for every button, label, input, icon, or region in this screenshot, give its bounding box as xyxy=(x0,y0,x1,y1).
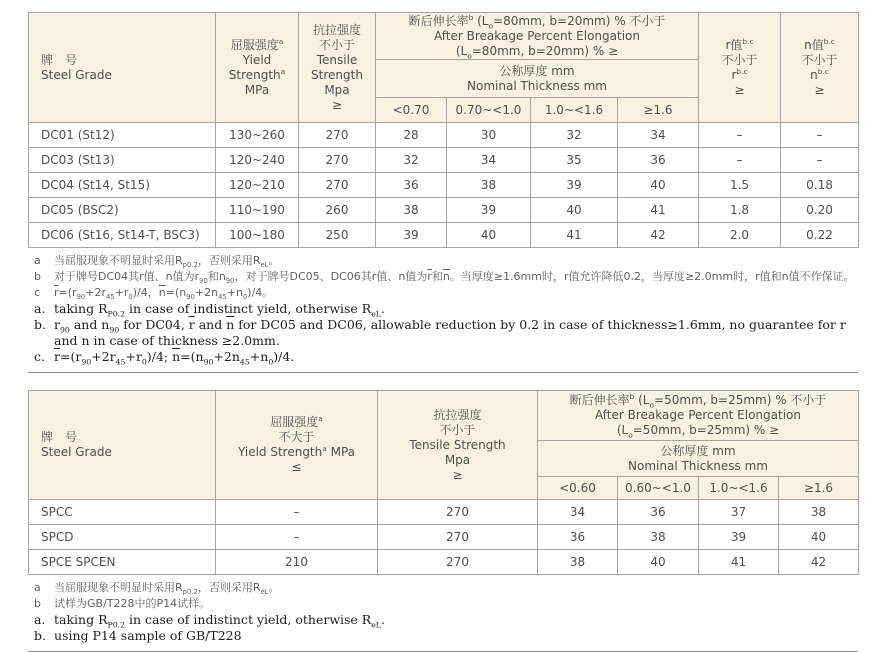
table-row xyxy=(29,550,859,575)
steel-grade-header-cn: 牌 号 xyxy=(41,52,78,67)
footnote-text: $\overline{r}=(r_{90}+2r_{45}+r_0)/4$; $\overline{n}=(n_{90}+2n_{45}+n_0)/4$. xyxy=(54,349,295,367)
value-cell: 39 xyxy=(531,173,618,198)
thickness-col-header: ≥1.6 xyxy=(618,98,699,123)
value-cell: 38 xyxy=(447,173,531,198)
footnote-label: a xyxy=(34,254,41,267)
grade-cell: SPCD xyxy=(29,525,216,550)
thickness-header-cn: 公称厚度 mm xyxy=(499,63,575,78)
footnote xyxy=(28,285,858,301)
yield-header-line: Strength$^a$ xyxy=(228,66,286,82)
value-cell: 41 xyxy=(699,550,779,575)
section-divider xyxy=(28,372,858,373)
value-cell: 28 xyxy=(376,123,447,148)
thickness-col-header: <0.60 xyxy=(538,477,618,500)
value-cell: 37 xyxy=(699,500,779,525)
elongation-header xyxy=(538,391,859,441)
table-row xyxy=(29,148,859,173)
tensile-header-line: 抗拉强度 xyxy=(312,22,361,37)
value-cell: 0.18 xyxy=(781,173,859,198)
yield-header-line: 不大于 xyxy=(278,430,315,444)
value-cell: 250 xyxy=(299,223,376,248)
footnote xyxy=(28,301,858,317)
n-header-line: 不小于 xyxy=(801,52,838,67)
elongation-header-line: 断后伸长率$^b$ ($L_o=80mm$, b=20mm) % 不小于 xyxy=(408,12,666,30)
thickness-col-header: <0.70 xyxy=(376,98,447,123)
value-cell: 120~240 xyxy=(216,148,299,173)
value-cell: 36 xyxy=(618,148,699,173)
thickness-col-header: ≥1.6 xyxy=(779,477,859,500)
footnote-label: b xyxy=(34,270,41,283)
grade-cell: DC06 (St16, St14-T, BSC3) xyxy=(29,223,216,248)
value-cell: 42 xyxy=(618,223,699,248)
nominal-thickness-header xyxy=(376,60,699,98)
value-cell: 270 xyxy=(378,500,538,525)
value-cell: 270 xyxy=(299,173,376,198)
footnote-text: taking $R_{P0.2}$ in case of indistinct yield, otherwise $R_{eL}$. xyxy=(54,301,385,319)
thickness-header-cn: 公称厚度 mm xyxy=(660,443,736,458)
value-cell: 32 xyxy=(531,123,618,148)
table-2-header xyxy=(29,391,859,500)
footnote-label: b. xyxy=(34,628,46,643)
value-cell: 39 xyxy=(699,525,779,550)
r-header-line: r值$^{b.c}$ xyxy=(725,36,754,52)
value-cell: 270 xyxy=(299,148,376,173)
elongation-header-line: ($L_o=80mm$, b=20mm) % ≥ xyxy=(455,43,619,60)
thickness-header-en: Nominal Thickness mm xyxy=(628,458,768,473)
value-cell: 1.5 xyxy=(699,173,781,198)
value-cell: 40 xyxy=(531,198,618,223)
yield-header-line: ≤ xyxy=(291,460,302,474)
value-cell: 260 xyxy=(299,198,376,223)
value-cell: 36 xyxy=(538,525,618,550)
r-header-line: 不小于 xyxy=(721,52,758,67)
footnote-label: c. xyxy=(34,349,45,364)
tensile-header-line: Tensile Strength xyxy=(409,437,506,452)
footnote-label: b xyxy=(34,597,41,610)
header-row-1 xyxy=(29,391,859,441)
value-cell: – xyxy=(781,123,859,148)
elongation-header-line: 断后伸长率$^b$ ($L_o=50mm$, b=25mm) % 不小于 xyxy=(569,392,827,410)
footnote xyxy=(28,349,858,365)
tensile-header-line: ≥ xyxy=(452,467,463,482)
value-cell: 36 xyxy=(376,173,447,198)
value-cell: 270 xyxy=(378,525,538,550)
value-cell: 40 xyxy=(779,525,859,550)
tensile-header-line: 抗拉强度 xyxy=(433,407,482,422)
footnote xyxy=(28,612,858,628)
tensile-header-line: Tensile xyxy=(316,52,358,67)
elongation-header-line: After Breakage Percent Elongation xyxy=(434,28,640,43)
n-header-line: ≥ xyxy=(814,82,825,97)
footnote-label: b. xyxy=(34,317,46,332)
footnote-text: $r_{90}$ and $n_{90}$ for DC04, $\overline{r}$ and $\overline{n}$ for DC05 and DC06, allowable reduction by 0.2 in case of thickness≥1.6mm, no guarantee for r and n in case of thickness ≥2.0mm. xyxy=(54,317,846,348)
value-cell: 38 xyxy=(376,198,447,223)
value-cell: 34 xyxy=(618,123,699,148)
table-1-header xyxy=(29,13,859,123)
value-cell: 42 xyxy=(779,550,859,575)
value-cell: 30 xyxy=(447,123,531,148)
tensile-header-line: 不小于 xyxy=(439,422,476,437)
table-1-footnotes xyxy=(28,253,858,365)
steel-grade-header-cn: 牌 号 xyxy=(41,430,78,444)
yield-header-line: 屈服强度$^a$ xyxy=(230,36,284,52)
value-cell: 120~210 xyxy=(216,173,299,198)
footnote-text: 试样为GB/T228中的P14试样。 xyxy=(54,597,211,610)
footnote xyxy=(28,580,858,596)
value-cell: – xyxy=(699,148,781,173)
value-cell: 270 xyxy=(299,123,376,148)
steel-grade-header xyxy=(29,391,216,500)
grade-cell: DC05 (BSC2) xyxy=(29,198,216,223)
footnote xyxy=(28,269,858,285)
grade-cell: SPCE SPCEN xyxy=(29,550,216,575)
footnote-label: a. xyxy=(34,612,46,627)
value-cell: 40 xyxy=(447,223,531,248)
value-cell: 0.20 xyxy=(781,198,859,223)
yield-strength-header xyxy=(216,391,378,500)
table-row xyxy=(29,198,859,223)
n-value-header xyxy=(781,13,859,123)
table-row xyxy=(29,123,859,148)
footnote xyxy=(28,596,858,612)
steel-grade-header-en: Steel Grade xyxy=(41,445,112,459)
grade-cell: DC03 (St13) xyxy=(29,148,216,173)
footnote-label: a. xyxy=(34,301,46,316)
table-2-body xyxy=(29,500,859,575)
value-cell: – xyxy=(216,525,378,550)
n-header-line: $n^{b.c}$ xyxy=(810,66,829,82)
tensile-strength-header xyxy=(299,13,376,123)
value-cell: 110~190 xyxy=(216,198,299,223)
footnote-text: 当屈服现象不明显时采用$R_{p0.2}$，否则采用$R_{eL}$。 xyxy=(54,581,280,597)
footnote xyxy=(28,253,858,269)
r-header-line: $r^{b.c}$ xyxy=(731,66,748,82)
yield-header-line: Yield xyxy=(242,52,272,67)
footnote-text: using P14 sample of GB/T228 xyxy=(54,628,242,643)
footnote-label: c xyxy=(34,286,41,299)
tensile-header-line: Mpa xyxy=(324,82,350,97)
nominal-thickness-header xyxy=(538,441,859,477)
value-cell: 38 xyxy=(779,500,859,525)
value-cell: 41 xyxy=(618,198,699,223)
value-cell: 40 xyxy=(618,550,699,575)
value-cell: 39 xyxy=(376,223,447,248)
value-cell: 39 xyxy=(447,198,531,223)
value-cell: 41 xyxy=(531,223,618,248)
yield-header-line: Yield Strength$^a$ MPa xyxy=(237,444,356,459)
table-1-body xyxy=(29,123,859,248)
tensile-strength-header xyxy=(378,391,538,500)
footnote-text: 当屈服现象不明显时采用$R_{p0.2}$，否则采用$R_{eL}$。 xyxy=(54,254,280,270)
grade-cell: DC04 (St14, St15) xyxy=(29,173,216,198)
value-cell: 32 xyxy=(376,148,447,173)
value-cell: – xyxy=(216,500,378,525)
footnote-text: 对于牌号DC04其r值、n值为$r_{90}$和$n_{90}$，对于牌号DC05、DC06其r值、n值为$\overline{r}$和$\overline{n}$。当厚度≥1.6mm时，r值允许降低0.2，当厚度≥2.0mm时，r值和n值不作保证。 xyxy=(54,270,855,286)
thickness-col-header: 1.0~<1.6 xyxy=(531,98,618,123)
value-cell: 270 xyxy=(378,550,538,575)
yield-header-line: 屈服强度$^a$ xyxy=(270,414,323,429)
yield-strength-header xyxy=(216,13,299,123)
thickness-col-header: 0.60~<1.0 xyxy=(618,477,699,500)
tensile-header-line: ≥ xyxy=(331,97,343,112)
value-cell: – xyxy=(699,123,781,148)
tensile-header-line: Mpa xyxy=(444,452,471,467)
grade-cell: DC01 (St12) xyxy=(29,123,216,148)
value-cell: 0.22 xyxy=(781,223,859,248)
n-header-line: n值$^{b.c}$ xyxy=(804,36,835,52)
value-cell: 1.8 xyxy=(699,198,781,223)
steel-grade-table-1 xyxy=(28,12,859,248)
tensile-header-line: Strength xyxy=(311,67,363,82)
value-cell: – xyxy=(781,148,859,173)
value-cell: 34 xyxy=(447,148,531,173)
table-row xyxy=(29,223,859,248)
tensile-header-line: 不小于 xyxy=(318,37,355,52)
value-cell: 34 xyxy=(538,500,618,525)
grade-cell: SPCC xyxy=(29,500,216,525)
r-header-line: ≥ xyxy=(734,82,745,97)
value-cell: 38 xyxy=(538,550,618,575)
table-row xyxy=(29,525,859,550)
footnote-label: a xyxy=(34,581,41,594)
footnote xyxy=(28,317,858,349)
table-row xyxy=(29,500,859,525)
r-value-header xyxy=(699,13,781,123)
table-2-footnotes xyxy=(28,580,858,644)
thickness-col-header: 0.70~<1.0 xyxy=(447,98,531,123)
value-cell: 130~260 xyxy=(216,123,299,148)
value-cell: 100~180 xyxy=(216,223,299,248)
table-row xyxy=(29,173,859,198)
steel-grade-header-en: Steel Grade xyxy=(41,67,112,82)
footnote-text: $\overline{r}=(r_{90}+2r_{45}+r_0)/4$，$\overline{n}=(n_{90}+2n_{45}+n_0)/4$。 xyxy=(54,286,274,302)
value-cell: 40 xyxy=(618,173,699,198)
value-cell: 2.0 xyxy=(699,223,781,248)
value-cell: 38 xyxy=(618,525,699,550)
footnote-text: taking $R_{P0.2}$ in case of indistinct yield, otherwise $R_{eL}$. xyxy=(54,612,385,630)
footnote xyxy=(28,628,858,644)
value-cell: 35 xyxy=(531,148,618,173)
elongation-header-line: ($L_o=50mm$, b=25mm) % ≥ xyxy=(616,423,780,440)
header-row-1 xyxy=(29,13,859,60)
thickness-col-header: 1.0~<1.6 xyxy=(699,477,779,500)
elongation-header-line: After Breakage Percent Elongation xyxy=(595,408,801,422)
steel-grade-table-2 xyxy=(28,390,859,575)
elongation-header xyxy=(376,13,699,60)
value-cell: 210 xyxy=(216,550,378,575)
yield-header-line: MPa xyxy=(244,82,270,97)
value-cell: 36 xyxy=(618,500,699,525)
thickness-header-en: Nominal Thickness mm xyxy=(467,78,607,93)
steel-grade-header xyxy=(29,13,216,123)
